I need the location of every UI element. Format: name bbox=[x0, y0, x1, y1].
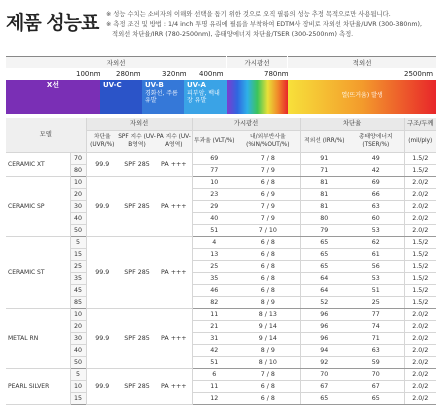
vlt-value: 46 bbox=[192, 284, 236, 296]
table-row bbox=[6, 236, 436, 248]
spf-value: SPF 285 bbox=[118, 236, 156, 308]
col-ref: 내/외부반사율 (%IN/%OUT/%) bbox=[236, 130, 300, 152]
vlt-value: 23 bbox=[192, 188, 236, 200]
vlt-value: 10 bbox=[192, 176, 236, 188]
irr-value: 81 bbox=[300, 188, 348, 200]
vlt-value: 12 bbox=[192, 392, 236, 404]
irr-value: 64 bbox=[300, 284, 348, 296]
table-row bbox=[6, 308, 436, 320]
thickness-value: 2.0/2 bbox=[404, 356, 436, 368]
model-name: CERAMIC SP bbox=[6, 176, 70, 236]
table-row bbox=[6, 224, 436, 236]
thickness-value: 2.0/2 bbox=[404, 224, 436, 236]
reflect-value: 8 / 9 bbox=[236, 344, 300, 356]
tser-value: 71 bbox=[348, 332, 404, 344]
vlt-value: 6 bbox=[192, 368, 236, 380]
reflect-value: 7 / 9 bbox=[236, 212, 300, 224]
table-row bbox=[6, 248, 436, 260]
reflect-value: 8 / 9 bbox=[236, 296, 300, 308]
table-row bbox=[6, 344, 436, 356]
vlt-value: 31 bbox=[192, 332, 236, 344]
thickness-value: 2.0/2 bbox=[404, 308, 436, 320]
tser-value: 63 bbox=[348, 344, 404, 356]
shade-value: 5 bbox=[70, 368, 86, 380]
spf-value: SPF 285 bbox=[118, 152, 156, 176]
table-row bbox=[6, 356, 436, 368]
thickness-value: 2.0/2 bbox=[404, 392, 436, 404]
note-line: ※ 측정 조건 및 방법 : 1/4 inch 투명 유리에 필름을 부착하여 EDTM사 장비로 자외선 차단율/UVR (300-380nm), bbox=[106, 20, 423, 28]
tser-value: 53 bbox=[348, 272, 404, 284]
tser-value: 66 bbox=[348, 188, 404, 200]
table-row bbox=[6, 392, 436, 404]
irr-value: 96 bbox=[300, 332, 348, 344]
nm-label: 320nm bbox=[162, 70, 187, 78]
nm-label: 780nm bbox=[264, 70, 289, 78]
pa-value: PA +++ bbox=[156, 152, 192, 176]
reflect-value: 6 / 8 bbox=[236, 392, 300, 404]
band-visible bbox=[227, 80, 288, 114]
page-header bbox=[6, 6, 436, 46]
vlt-value: 35 bbox=[192, 272, 236, 284]
spf-value: SPF 285 bbox=[118, 176, 156, 236]
nm-label: 400nm bbox=[199, 70, 224, 78]
tser-value: 77 bbox=[348, 308, 404, 320]
shade-value: 85 bbox=[70, 296, 86, 308]
thickness-value: 2.0/2 bbox=[404, 188, 436, 200]
reflect-value: 7 / 8 bbox=[236, 152, 300, 164]
shade-value: 25 bbox=[70, 260, 86, 272]
irr-value: 64 bbox=[300, 272, 348, 284]
uv-header: 자외선 bbox=[6, 56, 226, 68]
shade-value: 15 bbox=[70, 248, 86, 260]
shade-value: 10 bbox=[70, 176, 86, 188]
table-row bbox=[6, 272, 436, 284]
table-row bbox=[6, 188, 436, 200]
model-name: METAL RN bbox=[6, 308, 70, 368]
vlt-value: 69 bbox=[192, 152, 236, 164]
thickness-value: 1.5/2 bbox=[404, 248, 436, 260]
spf-value: SPF 285 bbox=[118, 368, 156, 404]
shade-value: 30 bbox=[70, 200, 86, 212]
tser-value: 42 bbox=[348, 164, 404, 176]
band-xray bbox=[6, 80, 100, 114]
group-block: 차단율 bbox=[300, 118, 404, 130]
shade-value: 50 bbox=[70, 356, 86, 368]
shade-value: 40 bbox=[70, 212, 86, 224]
light-spectrum bbox=[6, 56, 436, 116]
vlt-value: 4 bbox=[192, 236, 236, 248]
reflect-value: 8 / 10 bbox=[236, 356, 300, 368]
measurement-notes bbox=[106, 10, 436, 39]
irr-value: 81 bbox=[300, 200, 348, 212]
reflect-value: 7 / 8 bbox=[236, 368, 300, 380]
irr-value: 71 bbox=[300, 164, 348, 176]
note-line: 적외선 차단율/IRR (780-2500nm), 총태양에너지 차단율/TSER (300-2500nm) 측정. bbox=[112, 30, 354, 38]
shade-value: 45 bbox=[70, 284, 86, 296]
nm-label: 2500nm bbox=[404, 70, 434, 78]
tser-value: 59 bbox=[348, 356, 404, 368]
model-name: CERAMIC ST bbox=[6, 236, 70, 308]
tser-value: 63 bbox=[348, 200, 404, 212]
table-row bbox=[6, 212, 436, 224]
irr-value: 96 bbox=[300, 308, 348, 320]
shade-value: 70 bbox=[70, 152, 86, 164]
reflect-value: 7 / 9 bbox=[236, 200, 300, 212]
thickness-value: 2.0/2 bbox=[404, 320, 436, 332]
nm-label: 280nm bbox=[116, 70, 141, 78]
vlt-value: 29 bbox=[192, 200, 236, 212]
thickness-value: 1.5/2 bbox=[404, 236, 436, 248]
table-row bbox=[6, 368, 436, 380]
vlt-value: 13 bbox=[192, 248, 236, 260]
thickness-value: 1.5/2 bbox=[404, 272, 436, 284]
col-spf: SPF 지수 (UV-B영역) bbox=[118, 130, 156, 152]
vlt-value: 11 bbox=[192, 308, 236, 320]
reflect-value: 6 / 8 bbox=[236, 284, 300, 296]
pa-value: PA +++ bbox=[156, 236, 192, 308]
uvr-value: 99.9 bbox=[86, 176, 118, 236]
shade-value: 80 bbox=[70, 164, 86, 176]
tser-value: 53 bbox=[348, 224, 404, 236]
tser-value: 49 bbox=[348, 152, 404, 164]
irr-value: 94 bbox=[300, 344, 348, 356]
band-label: X선 bbox=[46, 81, 60, 89]
irr-value: 92 bbox=[300, 356, 348, 368]
irr-value: 81 bbox=[300, 176, 348, 188]
irr-value: 96 bbox=[300, 320, 348, 332]
thickness-value: 2.0/2 bbox=[404, 344, 436, 356]
irr-value: 65 bbox=[300, 236, 348, 248]
vlt-value: 11 bbox=[192, 380, 236, 392]
uvr-value: 99.9 bbox=[86, 368, 118, 404]
tser-value: 56 bbox=[348, 260, 404, 272]
band-ir bbox=[288, 80, 436, 114]
table-row bbox=[6, 332, 436, 344]
thickness-value: 1.5/2 bbox=[404, 296, 436, 308]
band-label: UV-C bbox=[103, 81, 122, 89]
reflect-value: 6 / 8 bbox=[236, 260, 300, 272]
tser-value: 65 bbox=[348, 392, 404, 404]
irr-value: 65 bbox=[300, 392, 348, 404]
band-uvb bbox=[142, 80, 184, 114]
vlt-value: 40 bbox=[192, 212, 236, 224]
tser-value: 70 bbox=[348, 368, 404, 380]
reflect-value: 6 / 8 bbox=[236, 248, 300, 260]
ir-header: 적외선 bbox=[288, 56, 436, 68]
group-uv: 자외선 bbox=[86, 118, 192, 130]
band-desc: 피부암, 백내장 유발 bbox=[187, 89, 220, 104]
reflect-value: 8 / 13 bbox=[236, 308, 300, 320]
shade-value: 30 bbox=[70, 332, 86, 344]
shade-value: 50 bbox=[70, 224, 86, 236]
irr-value: 67 bbox=[300, 380, 348, 392]
performance-table bbox=[6, 118, 436, 405]
shade-value: 20 bbox=[70, 188, 86, 200]
shade-value: 10 bbox=[70, 308, 86, 320]
table-row bbox=[6, 296, 436, 308]
band-uva bbox=[184, 80, 227, 114]
irr-value: 52 bbox=[300, 296, 348, 308]
thickness-value: 2.0/2 bbox=[404, 368, 436, 380]
thickness-value: 1.5/2 bbox=[404, 152, 436, 164]
model-name: PEARL SILVER bbox=[6, 368, 70, 404]
pa-value: PA +++ bbox=[156, 176, 192, 236]
col-model: 모델 bbox=[6, 118, 86, 152]
col-pa: PA 지수 (UV-A영역) bbox=[156, 130, 192, 152]
page-title: 제품 성능표 bbox=[6, 12, 99, 34]
pa-value: PA +++ bbox=[156, 368, 192, 404]
uvr-value: 99.9 bbox=[86, 236, 118, 308]
tser-value: 62 bbox=[348, 236, 404, 248]
pa-value: PA +++ bbox=[156, 308, 192, 368]
irr-value: 79 bbox=[300, 224, 348, 236]
thickness-value: 1.5/2 bbox=[404, 260, 436, 272]
thickness-value: 1.5/2 bbox=[404, 284, 436, 296]
col-uvr: 차단율 (UVR/%) bbox=[86, 130, 118, 152]
reflect-value: 6 / 8 bbox=[236, 176, 300, 188]
thickness-value: 2.0/2 bbox=[404, 380, 436, 392]
shade-value: 20 bbox=[70, 320, 86, 332]
shade-value: 10 bbox=[70, 380, 86, 392]
reflect-value: 6 / 9 bbox=[236, 188, 300, 200]
band-desc: 열(뜨거움) 발생 bbox=[341, 92, 383, 99]
irr-value: 91 bbox=[300, 152, 348, 164]
spf-value: SPF 285 bbox=[118, 308, 156, 368]
shade-value: 40 bbox=[70, 344, 86, 356]
shade-value: 5 bbox=[70, 236, 86, 248]
table-row bbox=[6, 260, 436, 272]
shade-value: 15 bbox=[70, 392, 86, 404]
uvr-value: 99.9 bbox=[86, 308, 118, 368]
tser-value: 25 bbox=[348, 296, 404, 308]
reflect-value: 6 / 8 bbox=[236, 236, 300, 248]
table-row bbox=[6, 320, 436, 332]
band-label: UV-B bbox=[145, 81, 164, 89]
tser-value: 51 bbox=[348, 284, 404, 296]
reflect-value: 6 / 8 bbox=[236, 380, 300, 392]
vlt-value: 82 bbox=[192, 296, 236, 308]
col-thick: (mil/ply) bbox=[404, 130, 436, 152]
reflect-value: 9 / 14 bbox=[236, 332, 300, 344]
note-line: ※ 성능 수치는 소비자의 이해와 선택을 돕기 위한 것으로 오직 필름의 성능 추정 목적으로만 사용됩니다. bbox=[106, 11, 391, 18]
table-row bbox=[6, 284, 436, 296]
table-row bbox=[6, 152, 436, 164]
group-struct: 구조/두께 bbox=[404, 118, 436, 130]
model-name: CERAMIC XT bbox=[6, 152, 70, 176]
tser-value: 61 bbox=[348, 248, 404, 260]
thickness-value: 2.0/2 bbox=[404, 176, 436, 188]
band-uvc bbox=[100, 80, 142, 114]
irr-value: 65 bbox=[300, 260, 348, 272]
irr-value: 70 bbox=[300, 368, 348, 380]
tser-value: 60 bbox=[348, 212, 404, 224]
band-label: UV-A bbox=[187, 81, 206, 89]
tser-value: 69 bbox=[348, 176, 404, 188]
tser-value: 67 bbox=[348, 380, 404, 392]
thickness-value: 2.0/2 bbox=[404, 212, 436, 224]
col-irr: 적외선 (IRR/%) bbox=[300, 130, 348, 152]
reflect-value: 7 / 10 bbox=[236, 224, 300, 236]
uvr-value: 99.9 bbox=[86, 152, 118, 176]
reflect-value: 9 / 14 bbox=[236, 320, 300, 332]
table-row bbox=[6, 200, 436, 212]
spectrum-bands bbox=[6, 80, 436, 114]
reflect-value: 6 / 8 bbox=[236, 272, 300, 284]
col-vlt: 투과율 (VLT/%) bbox=[192, 130, 236, 152]
shade-value: 35 bbox=[70, 272, 86, 284]
thickness-value: 2.0/2 bbox=[404, 332, 436, 344]
col-tser: 총태양에너지 (TSER/%) bbox=[348, 130, 404, 152]
vlt-value: 51 bbox=[192, 356, 236, 368]
vlt-value: 25 bbox=[192, 260, 236, 272]
table-row bbox=[6, 380, 436, 392]
vlt-value: 42 bbox=[192, 344, 236, 356]
group-visible: 가시광선 bbox=[192, 118, 300, 130]
thickness-value: 2.0/2 bbox=[404, 200, 436, 212]
irr-value: 65 bbox=[300, 248, 348, 260]
nm-label: 100nm bbox=[76, 70, 101, 78]
tser-value: 74 bbox=[348, 320, 404, 332]
vlt-value: 51 bbox=[192, 224, 236, 236]
thickness-value: 1.5/2 bbox=[404, 164, 436, 176]
vlt-value: 21 bbox=[192, 320, 236, 332]
reflect-value: 7 / 9 bbox=[236, 164, 300, 176]
table-body bbox=[6, 152, 436, 404]
visible-header: 가시광선 bbox=[227, 56, 287, 68]
band-desc: 경화선, 주름 유발 bbox=[145, 89, 178, 104]
table-row bbox=[6, 164, 436, 176]
vlt-value: 77 bbox=[192, 164, 236, 176]
irr-value: 80 bbox=[300, 212, 348, 224]
table-row bbox=[6, 176, 436, 188]
